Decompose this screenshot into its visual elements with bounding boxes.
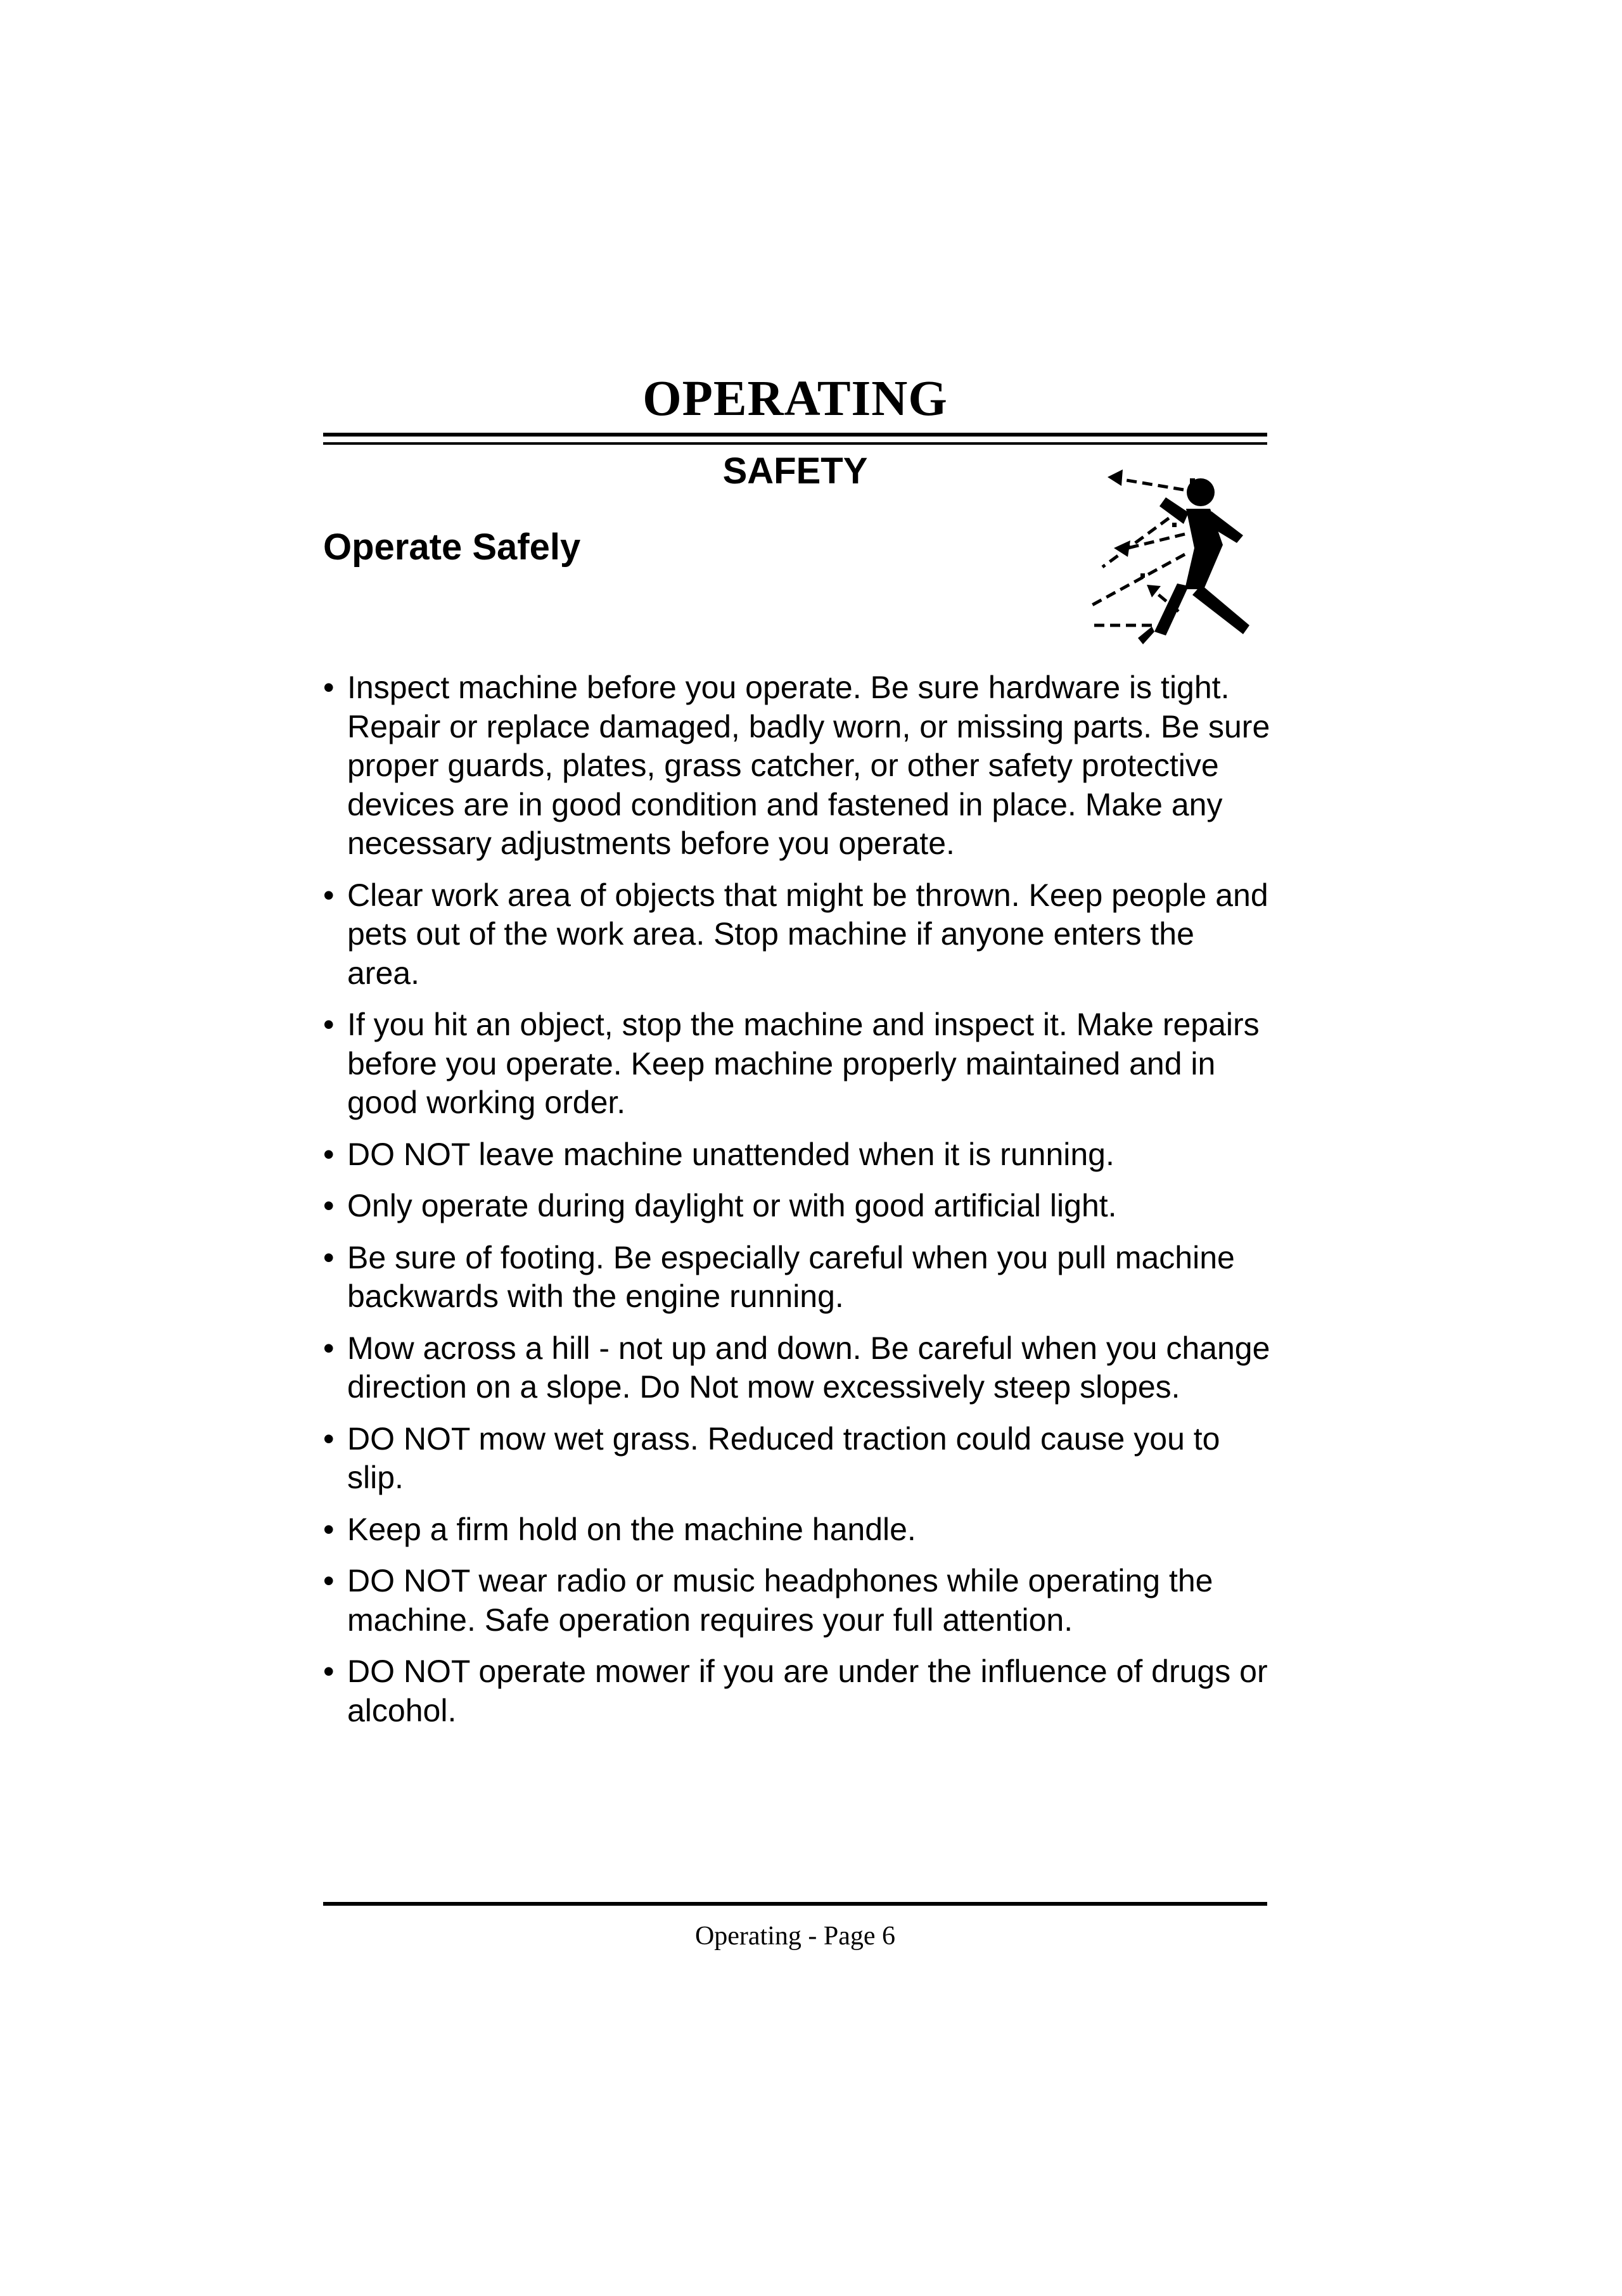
section-title: SAFETY — [722, 450, 868, 492]
safety-bullet-list — [323, 668, 1274, 1743]
bullet-dot: • — [323, 1420, 335, 1457]
bullet-text: Keep a firm hold on the machine handle. — [347, 1511, 916, 1547]
bullet-dot: • — [323, 1136, 335, 1172]
bullet-text: DO NOT leave machine unattended when it is running. — [347, 1136, 1114, 1172]
page-title: OPERATING — [642, 371, 948, 426]
bullet-item — [323, 1329, 1274, 1407]
bullet-item — [323, 1562, 1274, 1640]
bullet-dot: • — [323, 1188, 335, 1223]
subsection-title: Operate Safely — [323, 526, 581, 568]
bullet-text: Only operate during daylight or with good artificial light. — [347, 1188, 1117, 1223]
bullet-item — [323, 876, 1274, 993]
bullet-item — [323, 1005, 1274, 1123]
thrown-objects-warning-icon — [1077, 459, 1274, 646]
bullet-text: Inspect machine before you operate. Be sure hardware is tight. Repair or replace damaged, badly worn, or missing parts. Be sure proper guards, plates, grass catcher, or other safety protective devices are in good condition and fastened in place. Make any necessary adjustments before you operate. — [347, 670, 1270, 861]
bullet-text: Be sure of footing. Be especially careful when you pull machine backwards with the engine running. — [347, 1239, 1235, 1314]
bullet-item — [323, 1187, 1274, 1226]
bullet-text: Clear work area of objects that might be thrown. Keep people and pets out of the work area. Stop machine if anyone enters the area. — [347, 877, 1268, 991]
bullet-item — [323, 1652, 1274, 1730]
footer-rule — [323, 1902, 1267, 1906]
bullet-dot: • — [323, 1330, 335, 1366]
bullet-text: DO NOT mow wet grass. Reduced traction could cause you to slip. — [347, 1420, 1220, 1495]
bullet-dot: • — [323, 877, 335, 913]
bullet-dot: • — [323, 1239, 335, 1275]
bullet-item — [323, 1510, 1274, 1550]
page-footer: Operating - Page 6 — [694, 1922, 896, 1951]
bullet-text: DO NOT wear radio or music headphones while operating the machine. Safe operation requires your full attention. — [347, 1563, 1213, 1638]
bullet-item — [323, 1135, 1274, 1175]
header-double-rule — [323, 433, 1267, 445]
bullet-item — [323, 668, 1274, 864]
bullet-text: If you hit an object, stop the machine and inspect it. Make repairs before you operate. Keep machine properly maintained and in good working order. — [347, 1007, 1260, 1120]
bullet-dot: • — [323, 1654, 335, 1689]
bullet-dot: • — [323, 1563, 335, 1598]
bullet-dot: • — [323, 670, 335, 705]
bullet-text: DO NOT operate mower if you are under the influence of drugs or alcohol. — [347, 1654, 1268, 1728]
bullet-text: Mow across a hill - not up and down. Be careful when you change direction on a slope. Do Not mow excessively steep slopes. — [347, 1330, 1270, 1405]
bullet-item — [323, 1420, 1274, 1498]
bullet-dot: • — [323, 1511, 335, 1547]
bullet-item — [323, 1239, 1274, 1317]
bullet-dot: • — [323, 1007, 335, 1042]
